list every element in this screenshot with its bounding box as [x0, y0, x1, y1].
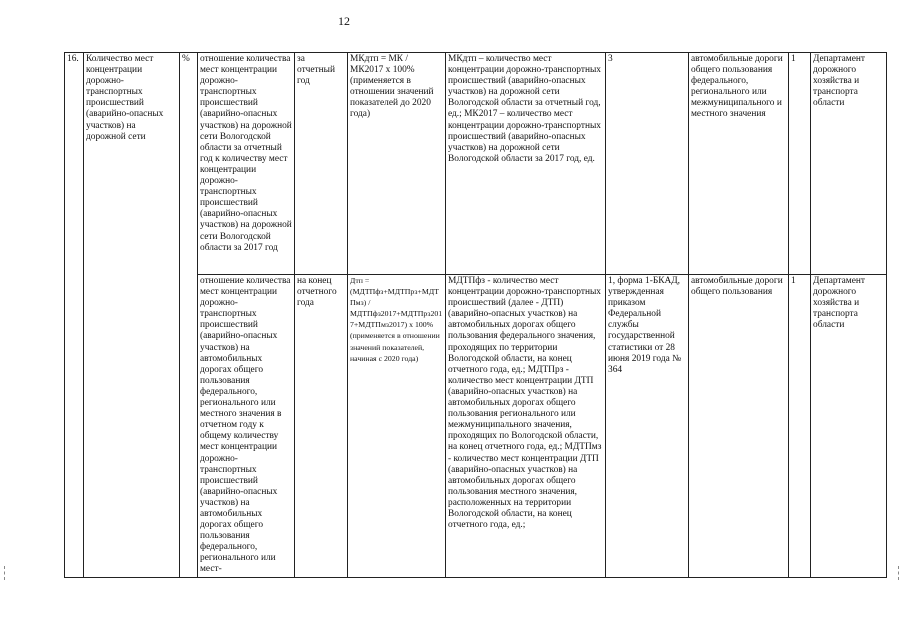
formula-cell [348, 275, 446, 578]
roads-cell: автомобильные дороги общего пользования федерального, регионального или межмуниципального и местного значения [689, 53, 789, 275]
definition-cell: отношение количества мест концентрации дорожно-транспортных происшествий (аварийно-опасных участков) на дорожной сети Вологодской области за отчетный год к количеству мест концентрации дорожно-транспортных происшествий (аварийно-опасных участков) на дорожной сети Вологодской области за 2017 год [198, 53, 295, 275]
unit-cell: % [180, 53, 198, 578]
source-cell: 3 [606, 53, 689, 275]
scan-edge-mark [4, 566, 6, 580]
formula-text: Дтп = (МДТПфз+МДТПрз+МДТПмз) / МДТПфз2017+МДТПрз2017+МДТПмз2017) х 100% [350, 276, 443, 330]
code-cell: 1 [789, 53, 811, 275]
period-cell: за отчетный год [295, 53, 348, 275]
period-cell: на конец отчетного года [295, 275, 348, 578]
table-row [65, 53, 887, 275]
responsible-cell: Департамент дорожного хозяйства и транспорта области [811, 275, 887, 578]
page-number: 12 [338, 14, 350, 28]
scan-edge-mark [898, 566, 900, 580]
indicator-name: Количество мест концентрации дорожно-транспортных происшествий (аварийно-опасных участков) на дорожной сети [84, 53, 180, 578]
source-cell: 1, форма 1-БКАД, утвержденная приказом Федеральной службы государственной статистики от 28 июня 2019 года № 364 [606, 275, 689, 578]
variables-cell: МКдтп – количество мест концентрации дорожно-транспортных происшествий (аварийно-опасных участков) на дорожной сети Вологодской области за отчетный год, ед.; МК2017 – количество мест концентрации дорожно-транспортных происшествий (аварийно-опасных участков) на дорожной сети Вологодской области за 2017 год, ед. [446, 53, 606, 275]
formula-note: (применяется в отношении значений показателей, начиная с 2020 года) [350, 331, 440, 363]
definition-cell: отношение количества мест концентрации дорожно-транспортных происшествий (аварийно-опасных участков) на автомобильных дорогах общего пользования федерального, регионального или местного значения в отчетном году к общему количеству мест концентрации дорожно-транспортных происшествий (аварийно-опасных участков) на автомобильных дорогах общего пользования федерального, регионального или мест- [198, 275, 295, 578]
row-index: 16. [65, 53, 84, 578]
indicator-table [64, 52, 887, 578]
roads-cell: автомобильные дороги общего пользования [689, 275, 789, 578]
formula-cell: МКдтп = МК / МК2017 х 100% (применяется в отношении значений показателей до 2020 года) [348, 53, 446, 275]
variables-cell: МДТПфз - количество мест концентрации дорожно-транспортных происшествий (далее - ДТП) (аварийно-опасных участков) на автомобильных дорогах общего пользования федерального значения, проходящих по территории Вологодской области, на конец отчетного года, ед.; МДТПрз - количество мест концентрации ДТП (аварийно-опасных участков) на автомобильных дорогах общего пользования регионального или межмуниципального значения, проходящих по Вологодской области, на конец отчетного года, ед.; МДТПмз - количество мест концентрации ДТП (аварийно-опасных участков) на автомобильных дорогах общего пользования местного значения, расположенных на территории Вологодской области, на конец отчетного года, ед.; [446, 275, 606, 578]
responsible-cell: Департамент дорожного хозяйства и транспорта области [811, 53, 887, 275]
code-cell: 1 [789, 275, 811, 578]
